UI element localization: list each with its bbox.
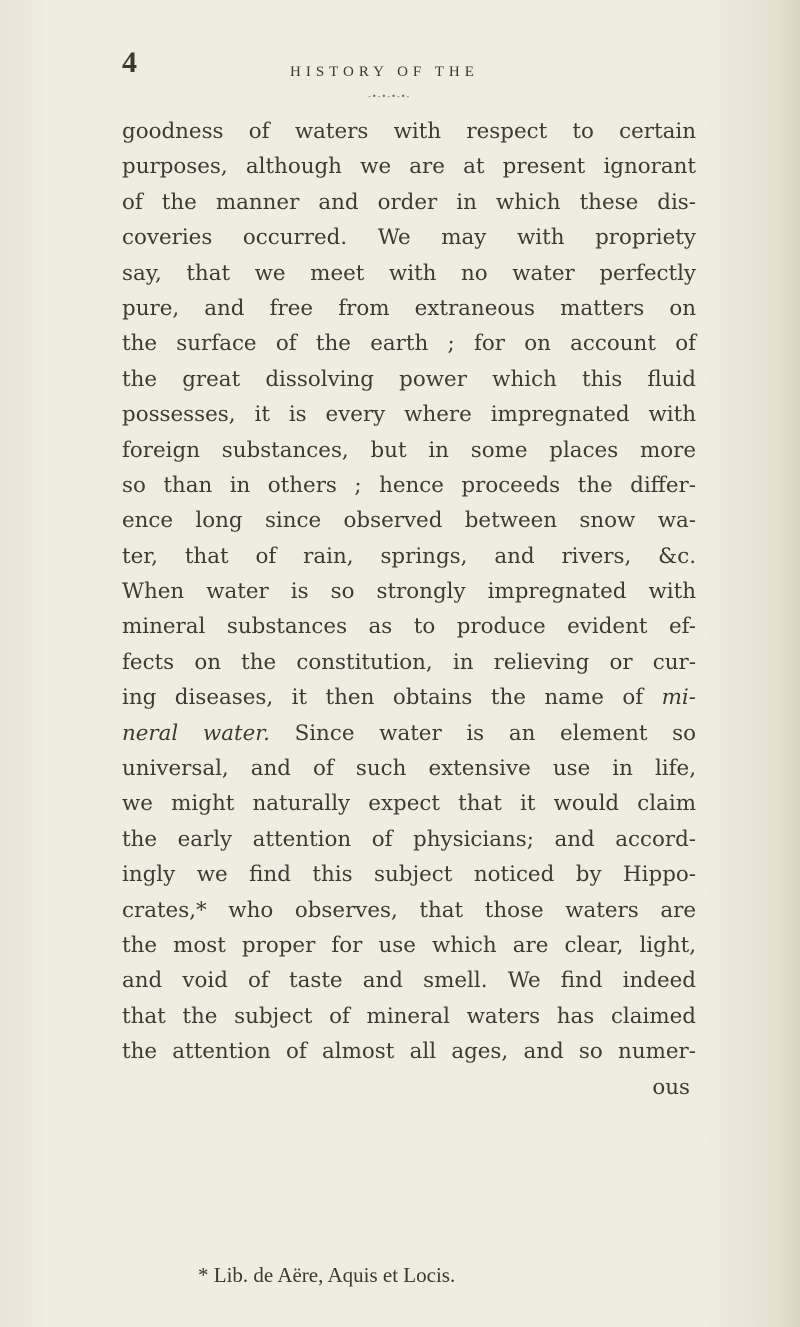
running-head xyxy=(0,48,800,88)
text-line: neral water. Since water is an element so xyxy=(122,720,696,746)
text-line: and void of taste and smell. We find indeed xyxy=(122,968,696,994)
text-line: that the subject of mineral waters has claimed xyxy=(122,1003,696,1029)
text-line: When water is so strongly impregnated with xyxy=(122,579,696,605)
text-line: say, that we meet with no water perfectly xyxy=(122,260,696,286)
text-line: foreign substances, but in some places more xyxy=(122,437,696,463)
text-line: universal, and of such extensive use in life, xyxy=(122,756,696,782)
text-line: ingly we find this subject noticed by Hippo- xyxy=(122,862,696,888)
text-line: we might naturally expect that it would claim xyxy=(122,791,696,817)
text-line: possesses, it is every where impregnated with xyxy=(122,402,696,428)
text-line: the early attention of physicians; and accord- xyxy=(122,826,696,852)
text-line: fects on the constitution, in relieving or cur- xyxy=(122,649,696,675)
text-line: the attention of almost all ages, and so numer- xyxy=(122,1039,696,1065)
text-line: ing diseases, it then obtains the name of mi- xyxy=(122,685,696,711)
text-line: crates,* who observes, that those waters are xyxy=(122,897,696,923)
text-line: pure, and free from extraneous matters on xyxy=(122,295,696,321)
text-line: coveries occurred. We may with propriety xyxy=(122,225,696,251)
text-line: the great dissolving power which this fluid xyxy=(122,366,696,392)
catchword: ous xyxy=(652,1074,690,1100)
text-line: of the manner and order in which these dis- xyxy=(122,189,696,215)
page-number: 4 xyxy=(122,46,137,79)
body-text xyxy=(122,114,696,1105)
text-line: mineral substances as to produce evident ef- xyxy=(122,614,696,640)
header-ornament: -•-•-•-•- xyxy=(368,92,411,101)
text-line: the most proper for use which are clear, light, xyxy=(122,932,696,958)
running-title: HISTORY OF THE xyxy=(290,64,479,80)
footnote: * Lib. de Aëre, Aquis et Locis. xyxy=(198,1263,456,1287)
text-line: ter, that of rain, springs, and rivers, &c. xyxy=(122,543,696,569)
text-line: ence long since observed between snow wa- xyxy=(122,508,696,534)
text-line: goodness of waters with respect to certain xyxy=(122,119,696,144)
text-line: purposes, although we are at present ignorant xyxy=(122,154,696,180)
text-line: the surface of the earth ; for on account of xyxy=(122,331,696,357)
text-line: so than in others ; hence proceeds the differ- xyxy=(122,472,696,498)
